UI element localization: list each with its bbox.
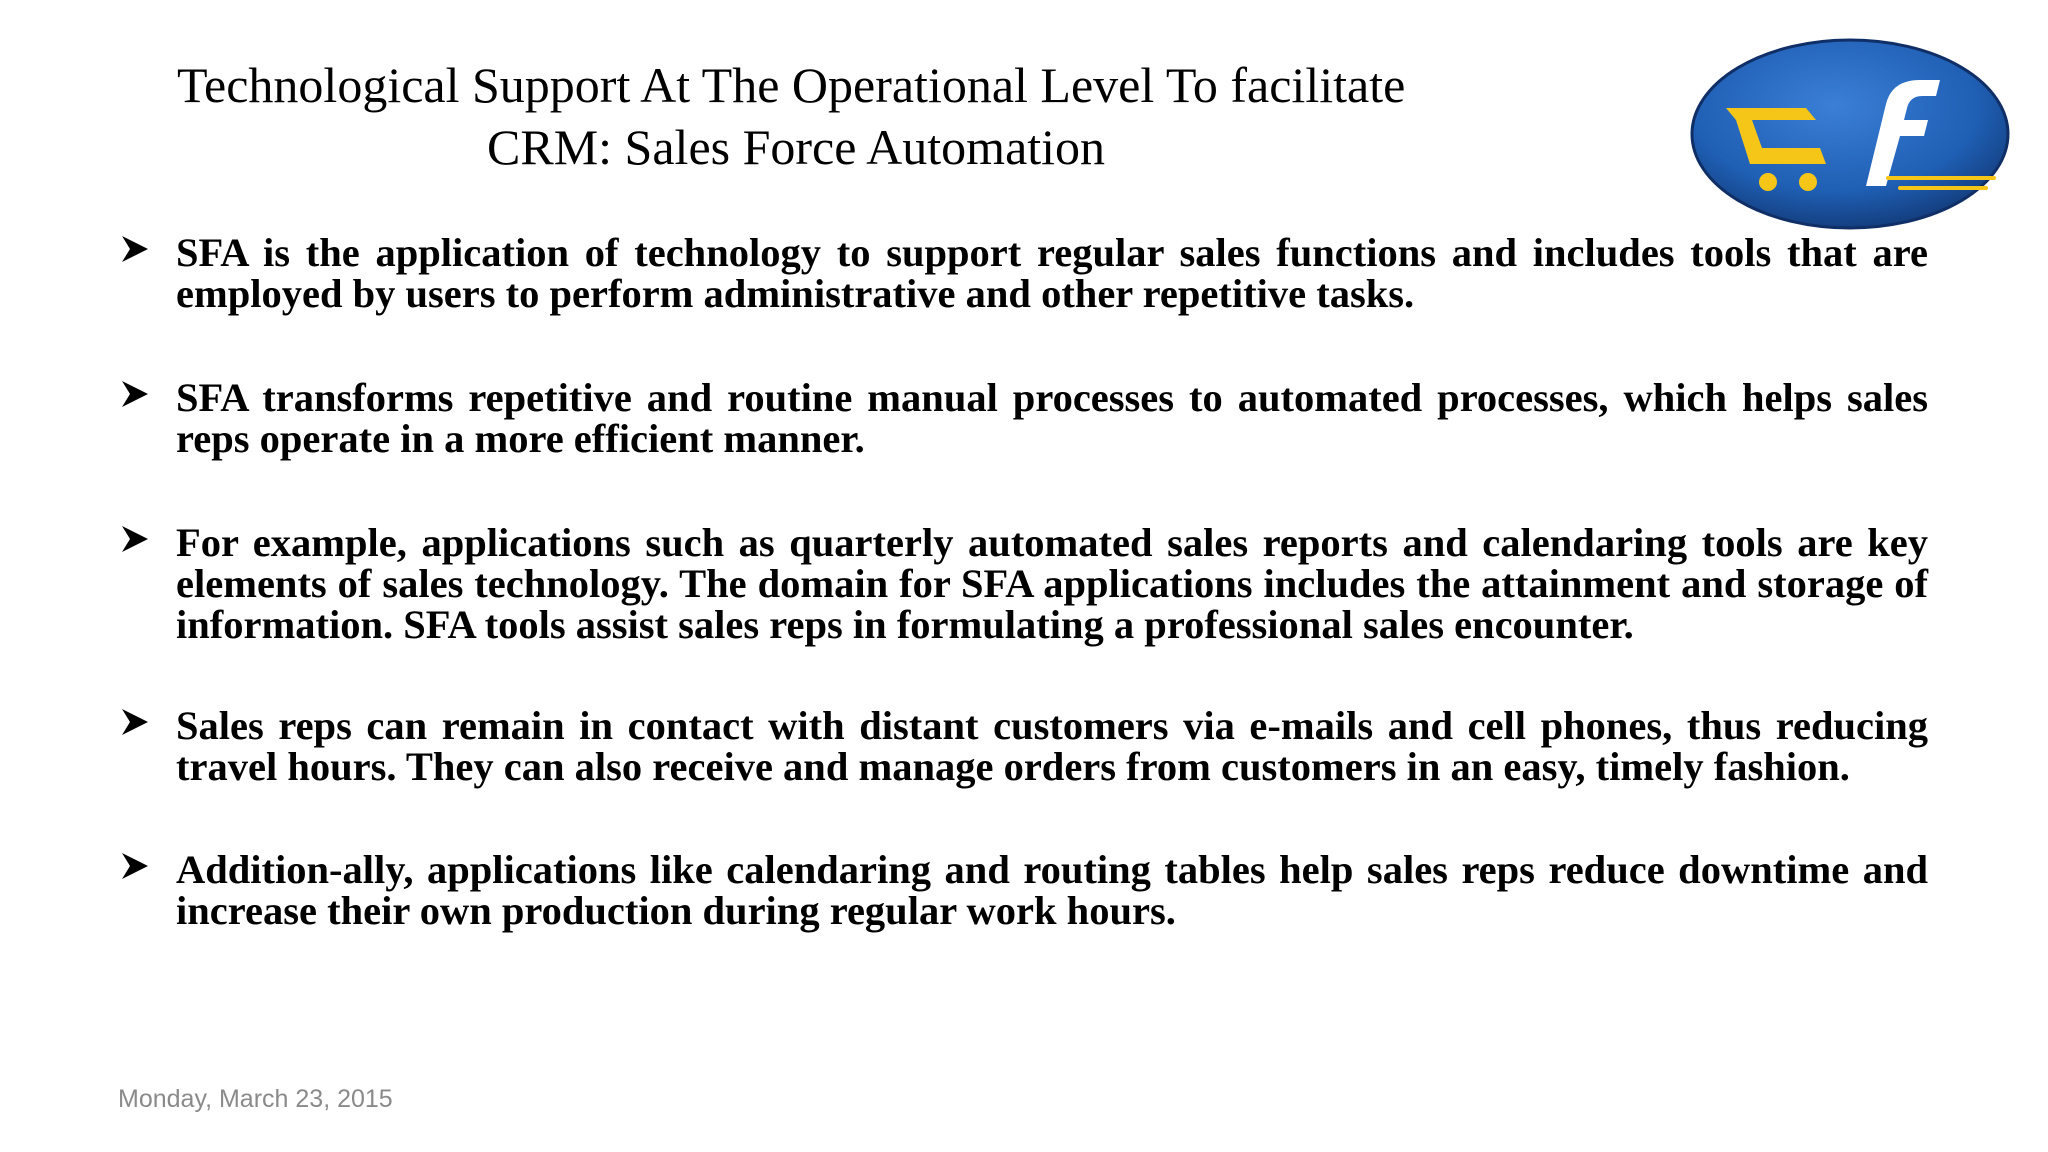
footer-date: Monday, March 23, 2015	[118, 1085, 393, 1113]
title-line-2: CRM: Sales Force Automation	[487, 119, 1106, 175]
arrowhead-bullet-icon	[120, 524, 150, 554]
bullet-item	[118, 849, 1928, 931]
bullet-text: Sales reps can remain in contact with distant customers via e-mails and cell phones, thus reducing travel hours. They can also receive and manage orders from customers in an easy, timely fashion.	[176, 703, 1928, 789]
arrowhead-bullet-icon	[120, 707, 150, 737]
arrowhead-bullet-icon	[120, 379, 150, 409]
bullet-item	[118, 705, 1928, 787]
bullet-text: Addition-ally, applications like calendaring and routing tables help sales reps reduce downtime and increase their own production during regular work hours.	[176, 847, 1928, 933]
arrowhead-bullet-icon	[120, 234, 150, 264]
bullet-item	[118, 232, 1928, 314]
bullet-text: SFA is the application of technology to support regular sales functions and includes tools that are employed by users to perform administrative and other repetitive tasks.	[176, 230, 1928, 316]
flipkart-logo-icon	[1688, 36, 2012, 232]
bullet-list	[118, 232, 1928, 993]
slide-title	[150, 54, 1450, 178]
title-line-1: Technological Support At The Operational Level To facilitate	[177, 57, 1406, 113]
bullet-item	[118, 377, 1928, 459]
bullet-item	[118, 522, 1928, 645]
bullet-text: SFA transforms repetitive and routine manual processes to automated processes, which helps sales reps operate in a more efficient manner.	[176, 375, 1928, 461]
bullet-text: For example, applications such as quarterly automated sales reports and calendaring tools are key elements of sales technology. The domain for SFA applications includes the attainment and storage of information. SFA tools assist sales reps in formulating a professional sales encounter.	[176, 520, 1928, 647]
arrowhead-bullet-icon	[120, 851, 150, 881]
